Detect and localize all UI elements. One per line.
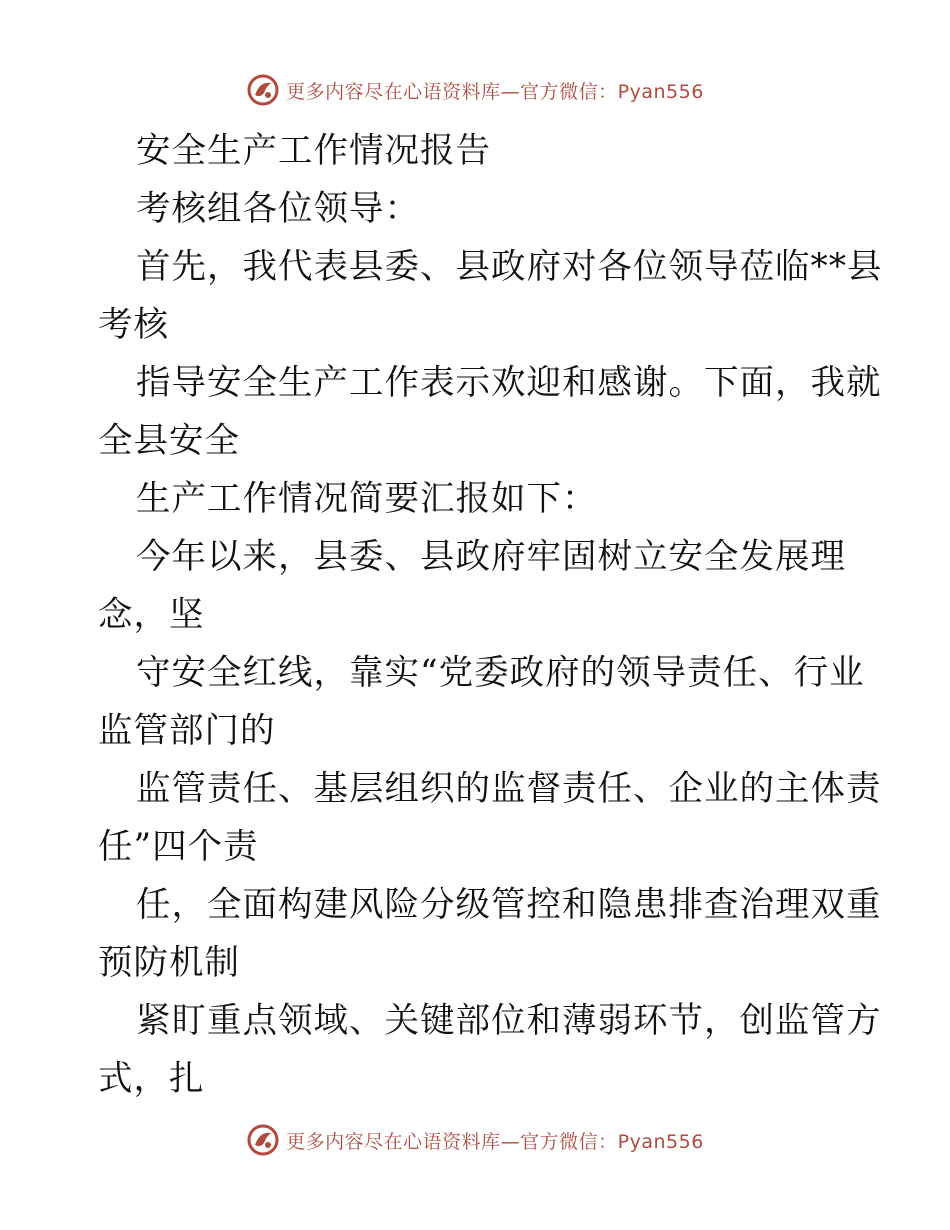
banner-text: 更多内容尽在心语资料库—官方微信：Pyan556 xyxy=(286,1130,704,1153)
doc-line: 紧盯重点领域、关键部位和薄弱环节，创监管方 xyxy=(136,1001,882,1041)
doc-line: 监管责任、基层组织的监督责任、企业的主体责 xyxy=(136,769,882,809)
banner-text: 更多内容尽在心语资料库—官方微信：Pyan556 xyxy=(286,80,704,103)
doc-line: 考核组各位领导： xyxy=(136,189,420,229)
doc-line: 生产工作情况简要汇报如下： xyxy=(136,479,598,519)
logo-icon xyxy=(246,1123,280,1157)
doc-line: 监管部门的 xyxy=(98,711,276,751)
doc-line: 任，全面构建风险分级管控和隐患排查治理双重 xyxy=(136,885,882,925)
doc-line: 安全生产工作情况报告 xyxy=(136,131,491,171)
header-watermark-banner xyxy=(0,70,950,110)
doc-line: 预防机制 xyxy=(98,943,240,983)
doc-line: 首先，我代表县委、县政府对各位领导莅临**县 xyxy=(136,247,883,287)
doc-line: 守安全红线，靠实“党委政府的领导责任、行业 xyxy=(136,653,865,693)
doc-line: 式，扎 xyxy=(98,1059,205,1099)
document-body xyxy=(98,122,883,1108)
logo-icon xyxy=(246,73,280,107)
doc-line: 全县安全 xyxy=(98,421,240,461)
footer-watermark-banner xyxy=(0,1120,950,1160)
doc-line: 念，坚 xyxy=(98,595,205,635)
doc-line: 指导安全生产工作表示欢迎和感谢。下面，我就 xyxy=(136,363,882,403)
doc-line: 任”四个责 xyxy=(98,827,259,867)
doc-line: 今年以来，县委、县政府牢固树立安全发展理 xyxy=(136,537,846,577)
doc-line: 考核 xyxy=(98,305,169,345)
